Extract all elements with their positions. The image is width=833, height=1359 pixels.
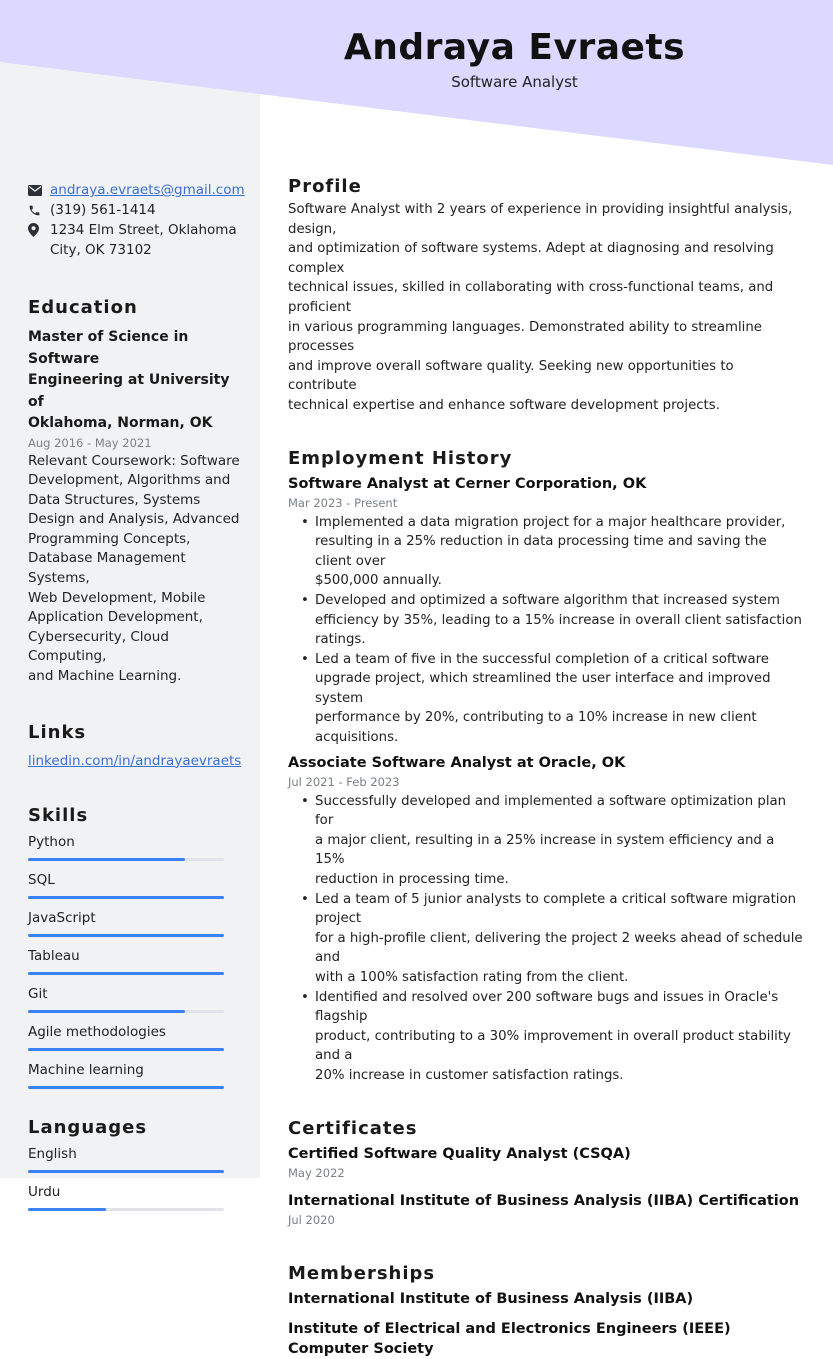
bullet-line: • Implemented a data migration project for a major healthcare provider, [315, 514, 786, 530]
address-line-2: City, OK 73102 [50, 242, 152, 258]
bullet-line: performance by 20%, contributing to a 10% increase in new client acquisitions. [315, 710, 757, 746]
bullet-line: a major client, resulting in a 25% increase in system efficiency and a 15% [315, 832, 775, 868]
bullet-line: efficiency by 35%, leading to a 15% increase in overall client satisfaction [315, 612, 802, 628]
address-line-1: 1234 Elm Street, Oklahoma [50, 222, 237, 238]
certificate-name: International Institute of Business Analysis (IIBA) Certification [288, 1192, 800, 1209]
coursework-line: Programming Concepts, [28, 530, 191, 547]
profile-section [288, 174, 803, 416]
coursework-line: Application Development, [28, 609, 203, 626]
contact-block [28, 180, 243, 260]
degree-line: Master of Science in Software [28, 329, 189, 367]
language-item [28, 1144, 243, 1173]
skill-item [28, 984, 243, 1013]
email-link[interactable]: andraya.evraets@gmail.com [50, 182, 245, 198]
skill-name: SQL [28, 871, 55, 888]
contact-email [28, 180, 243, 200]
education-section [28, 296, 243, 687]
skill-name: Python [28, 833, 75, 850]
membership-name: Institute of Electrical and Electronics Engineers (IEEE) Computer Society [288, 1320, 731, 1357]
bullet-line: • Developed and optimized a software algorithm that increased system [315, 592, 780, 608]
coursework-line: Relevant Coursework: Software [28, 452, 240, 469]
memberships-heading: Memberships [288, 1262, 436, 1284]
profile-line: and optimization of software systems. Adept at diagnosing and resolving complex [288, 241, 774, 276]
language-name: Urdu [28, 1183, 61, 1200]
coursework-line: Database Management Systems, [28, 550, 186, 587]
language-level-bar [28, 1170, 224, 1173]
skill-level-bar [28, 972, 224, 975]
level-fill [28, 1208, 106, 1211]
skill-level-bar [28, 896, 224, 899]
skills-heading: Skills [28, 804, 89, 826]
candidate-title: Software Analyst [451, 73, 578, 91]
level-fill [28, 934, 224, 937]
profile-line: and improve overall software quality. Seeking new opportunities to contribute [288, 358, 734, 394]
bullet-line: • Successfully developed and implemented a software optimization plan for [315, 793, 787, 829]
membership-name: International Institute of Business Analysis (IIBA) [288, 1290, 694, 1307]
profile-heading: Profile [288, 176, 362, 197]
degree-line: Oklahoma, Norman, OK [28, 415, 213, 431]
skill-item [28, 946, 243, 975]
skill-name: Tableau [28, 947, 80, 964]
skill-level-bar [28, 1048, 224, 1051]
bullet-line: for a high-profile client, delivering the project 2 weeks ahead of schedule and [315, 930, 803, 966]
phone-number: (319) 561-1414 [50, 202, 156, 218]
profile-line: technical issues, skilled in collaborating with cross-functional teams, and proficient [288, 280, 774, 315]
skill-level-bar [28, 1086, 224, 1089]
coursework-line: Web Development, Mobile [28, 589, 206, 606]
language-name: English [28, 1145, 77, 1162]
education-dates: Aug 2016 - May 2021 [28, 435, 152, 450]
skill-item [28, 870, 243, 899]
skill-item [28, 1022, 243, 1051]
sidebar [28, 180, 243, 1211]
bullet-line: reduction in processing time. [315, 872, 509, 888]
bullet-line: $500,000 annually. [315, 573, 442, 589]
skill-level-bar [28, 934, 224, 937]
level-fill [28, 1010, 185, 1013]
certificate-name: Certified Software Quality Analyst (CSQA) [288, 1145, 631, 1162]
profile-line: in various programming languages. Demonstrated ability to streamline processes [288, 319, 762, 355]
level-fill [28, 1170, 224, 1173]
job-bullet [301, 890, 803, 988]
profile-text [288, 200, 803, 416]
job-bullet [301, 792, 803, 890]
skill-name: JavaScript [28, 909, 96, 926]
languages-heading: Languages [28, 1116, 148, 1138]
skill-level-bar [28, 1010, 224, 1013]
candidate-name: Andraya Evraets [343, 27, 686, 68]
skill-item [28, 1060, 243, 1089]
job-bullet [301, 513, 803, 591]
job-dates: Jul 2021 - Feb 2023 [288, 774, 400, 789]
job-bullet [301, 988, 803, 1086]
certificates-heading: Certificates [288, 1117, 418, 1139]
skill-level-bar [28, 858, 224, 861]
languages-section [28, 1116, 243, 1211]
certificate-date: Jul 2020 [288, 1212, 335, 1227]
certificates-section [288, 1116, 803, 1230]
linkedin-link[interactable]: linkedin.com/in/andrayaevraets [28, 752, 242, 769]
coursework-line: and Machine Learning. [28, 668, 182, 685]
links-section [28, 721, 243, 771]
language-level-bar [28, 1208, 224, 1211]
job-dates: Mar 2023 - Present [288, 495, 398, 510]
job-bullet [301, 591, 803, 650]
profile-line: Software Analyst with 2 years of experience in providing insightful analysis, design, [288, 202, 793, 237]
job-title: Software Analyst at Cerner Corporation, OK [288, 475, 647, 492]
education-heading: Education [28, 297, 138, 318]
level-fill [28, 972, 224, 975]
level-fill [28, 896, 224, 899]
employment-section [288, 446, 803, 1086]
bullet-line: • Led a team of 5 junior analysts to complete a critical software migration project [315, 891, 797, 927]
phone-icon [28, 200, 50, 220]
coursework-line: Development, Algorithms and [28, 472, 231, 489]
memberships-section [288, 1261, 803, 1359]
bullet-line: • Led a team of five in the successful completion of a critical software [315, 651, 769, 667]
level-fill [28, 1086, 224, 1089]
skill-name: Git [28, 985, 48, 1002]
coursework-line: Design and Analysis, Advanced [28, 511, 240, 528]
contact-phone [28, 200, 243, 220]
job-title: Associate Software Analyst at Oracle, OK [288, 754, 626, 771]
language-item [28, 1182, 243, 1211]
bullet-line: resulting in a 25% reduction in data processing time and saving the client over [315, 534, 767, 569]
job-bullets [301, 513, 803, 748]
bullet-line: product, contributing to a 30% improvement in overall product stability and a [315, 1028, 791, 1064]
skill-name: Machine learning [28, 1061, 144, 1078]
employment-heading: Employment History [288, 447, 513, 469]
profile-line: technical expertise and enhance software development projects. [288, 397, 720, 413]
bullet-line: upgrade project, which streamlined the user interface and improved system [315, 671, 771, 706]
job-entry [288, 474, 803, 748]
skills-section [28, 804, 243, 1089]
coursework-line: Cybersecurity, Cloud Computing, [28, 628, 169, 665]
resume-header [260, 24, 833, 92]
certificate-date: May 2022 [288, 1165, 345, 1180]
coursework [28, 452, 243, 687]
main-column [288, 174, 803, 1359]
envelope-icon [28, 180, 50, 200]
job-bullet [301, 650, 803, 748]
job-entry [288, 753, 803, 1086]
job-bullets [301, 792, 803, 1086]
bullet-line: with a 100% satisfaction rating from the client. [315, 970, 629, 985]
bullet-line: • Identified and resolved over 200 software bugs and issues in Oracle's flagship [315, 989, 779, 1025]
coursework-line: Data Structures, Systems [28, 491, 201, 508]
level-fill [28, 1048, 224, 1051]
skill-item [28, 832, 243, 861]
level-fill [28, 858, 185, 861]
skill-item [28, 908, 243, 937]
skill-name: Agile methodologies [28, 1023, 166, 1040]
contact-address [28, 220, 243, 260]
degree-line: Engineering at University of [28, 372, 230, 410]
location-pin-icon [28, 220, 50, 240]
bullet-line: ratings. [315, 632, 366, 648]
links-heading: Links [28, 721, 87, 743]
bullet-line: 20% increase in customer satisfaction ratings. [315, 1067, 624, 1083]
